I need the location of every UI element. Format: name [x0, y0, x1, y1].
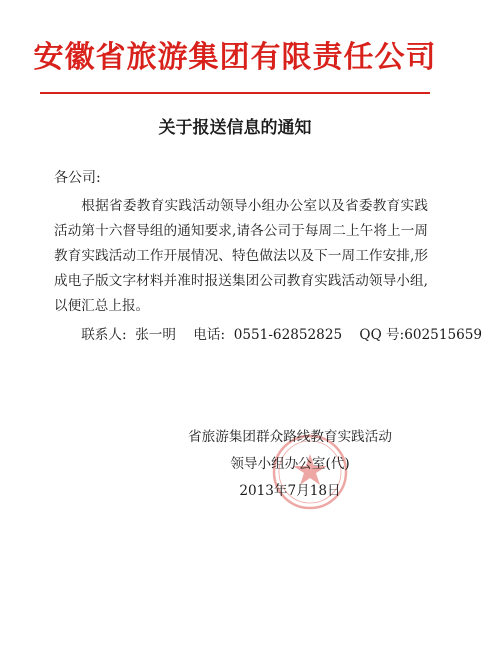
- contact-phone: 0551-62852825: [233, 327, 343, 343]
- signature-block: [180, 424, 400, 505]
- contact-qq: 602515659: [404, 327, 482, 343]
- signature-org-line1: 省旅游集团群众路线教育实践活动: [188, 429, 392, 445]
- signature-org-line2: 领导小组办公室(代): [230, 456, 350, 472]
- notice-body: 根据省委教育实践活动领导小组办公室以及省委教育实践活动第十六督导组的通知要求,请各公司于每周二上午将上一周教育实践活动工作开展情况、特色做法以及下一周工作安排,形成电子版文字材料并准时报送集团公司教育实践活动领导小组,以便汇总上报。: [54, 198, 428, 314]
- notice-title: 关于报送信息的通知: [158, 118, 312, 138]
- contact-phone-label: 电话:: [193, 327, 226, 343]
- company-letterhead: 安徽省旅游集团有限责任公司: [33, 40, 437, 75]
- contact-qq-label: QQ 号:: [359, 327, 405, 343]
- contact-person-label: 联系人:: [81, 327, 127, 343]
- signature-date: 2013年7月18日: [239, 483, 341, 499]
- contact-person: 张一明: [135, 327, 176, 343]
- letterhead-divider: [40, 92, 430, 94]
- salutation: 各公司:: [54, 170, 101, 186]
- contact-info: [54, 323, 482, 348]
